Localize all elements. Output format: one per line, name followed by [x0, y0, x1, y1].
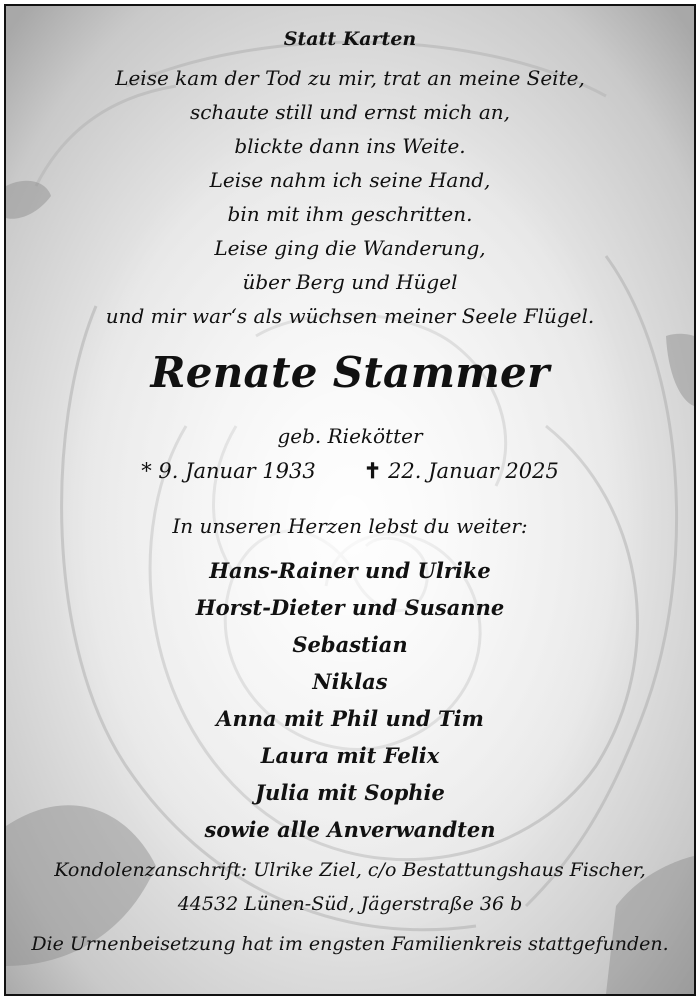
poem-line: bin mit ihm geschritten. [227, 202, 473, 226]
family-member: Horst-Dieter und Susanne [195, 595, 505, 620]
burial-note: Die Urnenbeisetzung hat im engsten Familienkreis stattgefunden. [31, 933, 669, 955]
maiden-name: geb. Riekötter [277, 424, 423, 448]
poem-line: Leise ging die Wanderung, [214, 236, 486, 260]
dedication-line: In unseren Herzen lebst du weiter: [172, 514, 528, 538]
death-date [364, 458, 559, 483]
notice-content [6, 6, 694, 994]
family-member: Julia mit Sophie [255, 780, 445, 805]
life-dates [6, 458, 694, 483]
poem-line: über Berg und Hügel [242, 270, 458, 294]
family-member: Laura mit Felix [260, 743, 440, 768]
death-date-text: 22. Januar 2025 [388, 459, 559, 483]
poem-line: schaute still und ernst mich an, [189, 100, 511, 124]
family-member: sowie alle Anverwandten [204, 817, 496, 842]
poem-line: blickte dann ins Weite. [234, 134, 466, 158]
deceased-name: Renate Stammer [150, 348, 550, 397]
poem-line: Leise kam der Tod zu mir, trat an meine Seite, [115, 66, 585, 90]
birth-star-icon: * [141, 459, 152, 483]
family-member: Sebastian [292, 632, 408, 657]
birth-date-text: 9. Januar 1933 [158, 459, 316, 483]
family-member: Anna mit Phil und Tim [216, 706, 484, 731]
header-title: Statt Karten [283, 28, 417, 50]
condolence-address-line-1: Kondolenzanschrift: Ulrike Ziel, c/o Bestattungshaus Fischer, [54, 859, 646, 881]
cross-icon: ✝ [363, 458, 382, 483]
birth-date [141, 459, 316, 483]
poem-line: Leise nahm ich seine Hand, [209, 168, 491, 192]
obituary-notice [4, 4, 696, 996]
poem-line: und mir war‘s als wüchsen meiner Seele Flügel. [105, 304, 595, 328]
family-member: Hans-Rainer und Ulrike [209, 558, 491, 583]
condolence-address-line-2: 44532 Lünen-Süd, Jägerstraße 36 b [177, 893, 523, 915]
family-member: Niklas [312, 669, 388, 694]
